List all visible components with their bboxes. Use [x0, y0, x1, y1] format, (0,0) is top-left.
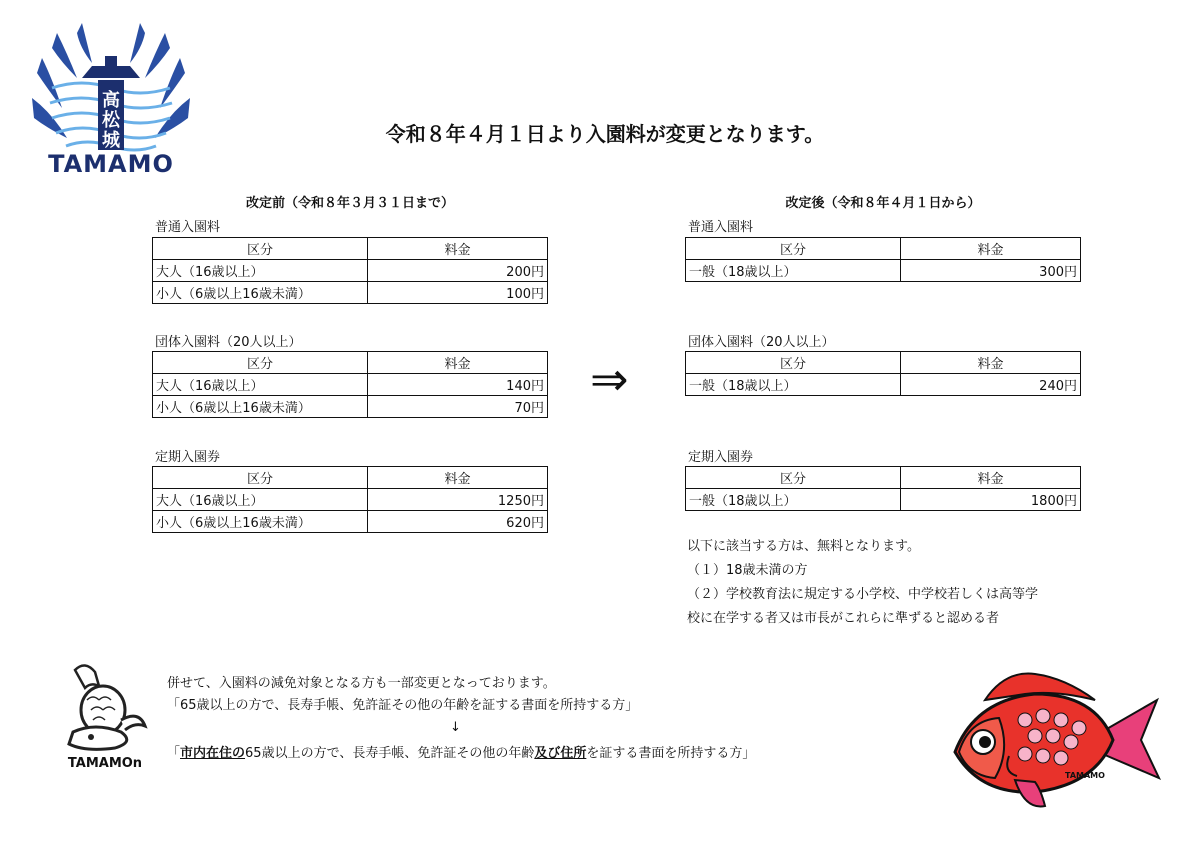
tai-fish-illustration: [945, 660, 1165, 820]
cell-fee: 70円: [368, 396, 548, 418]
tamamon-mascot: [55, 660, 155, 775]
quote-open: 「: [167, 746, 181, 761]
cell-category: 大人（16歳以上）: [153, 260, 368, 282]
cell-category: 一般（18歳以上）: [686, 260, 901, 282]
cell-fee: 100円: [368, 282, 548, 304]
reduction-intro: 併せて、入園料の減免対象となる方も一部変更となっております。: [167, 676, 556, 691]
after-section-label: 定期入園券: [688, 450, 754, 465]
header-fee: 料金: [901, 467, 1081, 489]
table-header-row: [153, 238, 548, 260]
cell-category: 小人（6歳以上16歳未満）: [153, 396, 368, 418]
cell-fee: 1800円: [901, 489, 1081, 511]
before-section-label: 普通入園料: [155, 220, 221, 235]
cell-category: 大人（16歳以上）: [153, 489, 368, 511]
table-header-row: [153, 467, 548, 489]
header-fee: 料金: [901, 352, 1081, 374]
header-category: 区分: [686, 238, 901, 260]
free-intro: 以下に該当する方は、無料となります。: [687, 539, 920, 554]
mascot-wordmark: TAMAMOn: [67, 756, 143, 771]
svg-text:高: 高: [102, 90, 120, 111]
before-section-label: 団体入園料（20人以上）: [155, 335, 302, 350]
cell-fee: 240円: [901, 374, 1081, 396]
new-condition-end: を証する書面を所持する方」: [586, 746, 756, 761]
new-condition-middle: 65歳以上の方で、長寿手帳、免許証その他の年齢: [245, 746, 535, 761]
cell-fee: 1250円: [368, 489, 548, 511]
header-category: 区分: [153, 352, 368, 374]
after-group-table: [685, 351, 1081, 396]
table-row: [686, 374, 1081, 396]
free-item: （１）18歳未満の方: [687, 563, 808, 578]
table-header-row: [686, 238, 1081, 260]
down-arrow-icon: ↓: [450, 720, 461, 735]
table-row: [153, 489, 548, 511]
table-header-row: [686, 467, 1081, 489]
underlined-address: 及び住所: [534, 746, 587, 761]
free-admission-note: [687, 535, 1107, 631]
free-item: （２）学校教育法に規定する小学校、中学校若しくは高等学: [687, 587, 1039, 602]
reduction-old-condition: 「65歳以上の方で、長寿手帳、免許証その他の年齢を証する書面を所持する方」: [167, 698, 639, 713]
underlined-resident: 市内在住の: [180, 746, 246, 761]
cell-fee: 140円: [368, 374, 548, 396]
cell-fee: 620円: [368, 511, 548, 533]
page-title: 令和８年４月１日より入園料が変更となります。: [385, 122, 825, 146]
before-group-table: [152, 351, 548, 418]
fish-label: TAMAMO: [1065, 771, 1105, 780]
reduction-notice: [167, 673, 847, 765]
header-category: 区分: [686, 352, 901, 374]
header-category: 区分: [153, 467, 368, 489]
logo-wordmark: TAMAMO: [48, 150, 174, 178]
table-row: [153, 511, 548, 533]
change-arrow-icon: ⇒: [590, 352, 629, 406]
header-fee: 料金: [368, 352, 548, 374]
header-fee: 料金: [368, 238, 548, 260]
after-section-label: 団体入園料（20人以上）: [688, 335, 835, 350]
table-row: [686, 260, 1081, 282]
cell-fee: 300円: [901, 260, 1081, 282]
after-regular-table: [685, 237, 1081, 282]
free-item: 校に在学する者又は市長がこれらに準ずると認める者: [687, 611, 1000, 626]
header-fee: 料金: [901, 238, 1081, 260]
cell-fee: 200円: [368, 260, 548, 282]
table-header-row: [686, 352, 1081, 374]
cell-category: 大人（16歳以上）: [153, 374, 368, 396]
before-regular-table: [152, 237, 548, 304]
svg-text:城: 城: [102, 130, 120, 151]
table-row: [686, 489, 1081, 511]
tamamon-mascot-icon: [55, 660, 155, 755]
header-fee: 料金: [368, 467, 548, 489]
svg-text:松: 松: [102, 110, 120, 131]
before-section-label: 定期入園券: [155, 450, 221, 465]
takamatsu-castle-logo: [22, 18, 200, 188]
table-row: [153, 282, 548, 304]
before-heading: 改定前（令和８年３月３１日まで）: [245, 196, 454, 211]
table-row: [153, 260, 548, 282]
table-row: [153, 374, 548, 396]
header-category: 区分: [686, 467, 901, 489]
after-pass-table: [685, 466, 1081, 511]
table-header-row: [153, 352, 548, 374]
header-category: 区分: [153, 238, 368, 260]
table-row: [153, 396, 548, 418]
after-section-label: 普通入園料: [688, 220, 754, 235]
cell-category: 一般（18歳以上）: [686, 374, 901, 396]
cell-category: 一般（18歳以上）: [686, 489, 901, 511]
reduction-new-condition: [167, 743, 847, 765]
before-pass-table: [152, 466, 548, 533]
after-heading: 改定後（令和８年４月１日から）: [785, 196, 981, 211]
cell-category: 小人（6歳以上16歳未満）: [153, 511, 368, 533]
cell-category: 小人（6歳以上16歳未満）: [153, 282, 368, 304]
tai-fish-icon: [945, 660, 1165, 820]
